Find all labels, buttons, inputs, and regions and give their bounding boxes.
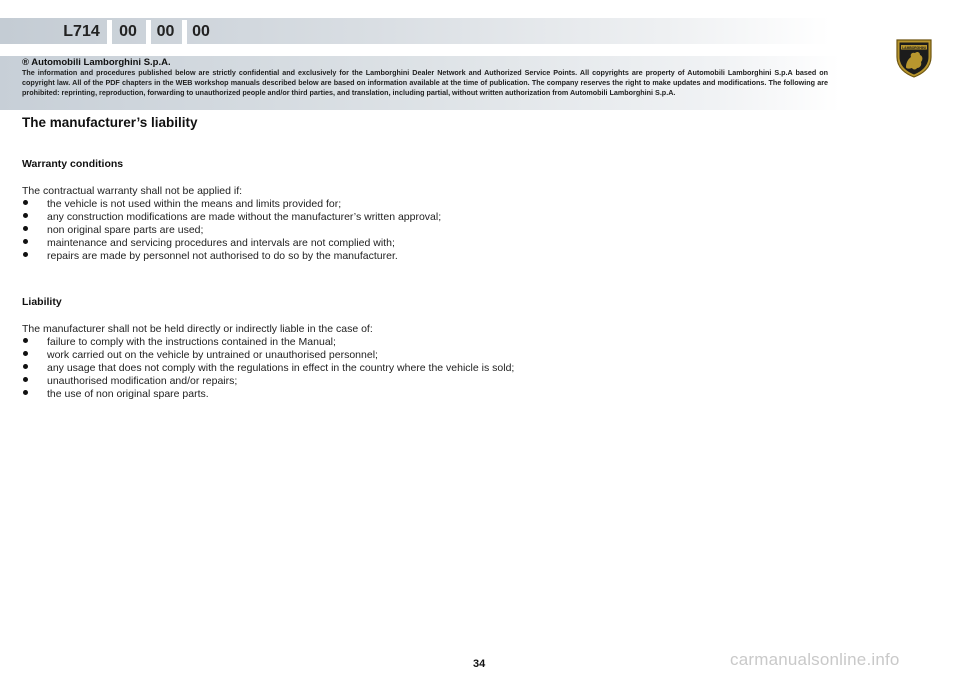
warranty-intro: The contractual warranty shall not be applied if:: [22, 185, 243, 197]
list-item: the vehicle is not used within the means and limits provided for;: [22, 198, 441, 211]
list-item: work carried out on the vehicle by untrained or unauthorised personnel;: [22, 349, 514, 362]
page-number: 34: [473, 658, 486, 670]
list-item: maintenance and servicing procedures and intervals are not complied with;: [22, 237, 441, 250]
list-item: repairs are made by personnel not authorised to do so by the manufacturer.: [22, 250, 441, 263]
list-item: any construction modifications are made without the manufacturer’s written approval;: [22, 211, 441, 224]
section-code: 00: [192, 23, 210, 40]
list-item: unauthorised modification and/or repairs;: [22, 375, 514, 388]
warranty-conditions-list: [22, 198, 441, 263]
list-item: failure to comply with the instructions contained in the Manual;: [22, 336, 514, 349]
svg-text:LAMBORGHINI: LAMBORGHINI: [902, 45, 926, 50]
page-title: The manufacturer’s liability: [22, 115, 198, 130]
list-item: the use of non original spare parts.: [22, 388, 514, 401]
subgroup-code: 00: [156, 23, 175, 40]
watermark: carmanualsonline.info: [730, 650, 900, 669]
copyright-notice-title: ® Automobili Lamborghini S.p.A.: [22, 57, 171, 68]
group-code: 00: [119, 23, 137, 40]
warranty-heading: Warranty conditions: [22, 158, 124, 170]
lamborghini-logo-icon: [893, 37, 935, 79]
liability-cases-list: [22, 336, 514, 401]
copyright-notice-text: The information and procedures published below are strictly confidential and exclusively for the Lamborghini Dealer Network and Authorized Service Points. All copyrights are property of Automobili Lamborghini S.p.A based on copyright law. All of the PDF chapters in the WEB workshop manuals described below are based on information available at the time of publication. The company reserves the right to make updates and modifications. The following are prohibited: reprinting, reproduction, forwarding to unauthorized people and/or third parties, and translation, including partial, without written authorization from Automobili Lamborghini S.p.A.: [22, 68, 828, 97]
list-item: non original spare parts are used;: [22, 224, 441, 237]
list-item: any usage that does not comply with the regulations in effect in the country where the vehicle is sold;: [22, 362, 514, 375]
liability-intro: The manufacturer shall not be held directly or indirectly liable in the case of:: [22, 323, 373, 335]
model-code: L714: [63, 23, 100, 40]
liability-heading: Liability: [22, 296, 62, 308]
